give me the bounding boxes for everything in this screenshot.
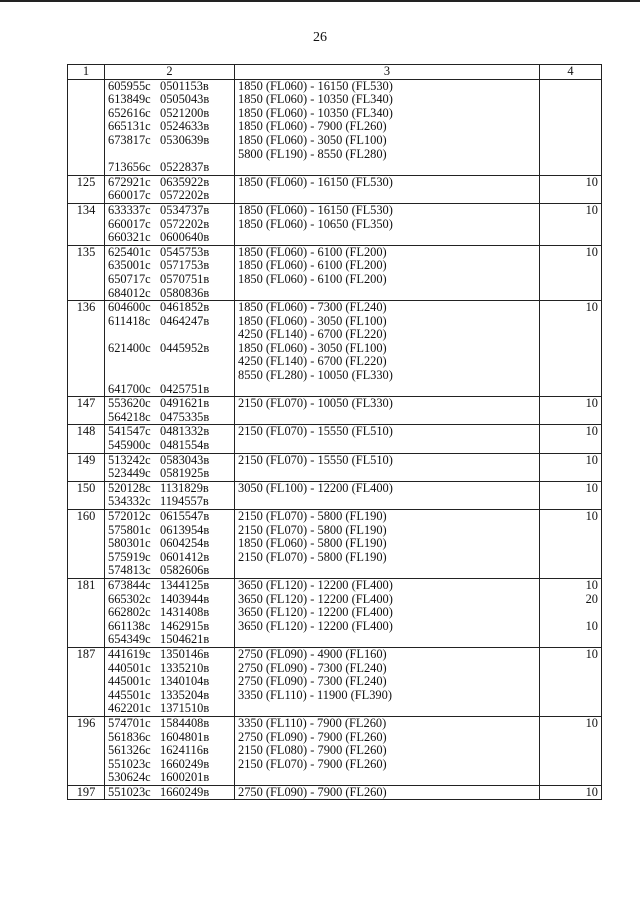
code-list — [105, 425, 235, 453]
row-number: 150 — [68, 481, 105, 509]
code-list — [105, 397, 235, 425]
code-line — [108, 620, 231, 634]
altitude-range: 3350 (FL110) - 11900 (FL390) — [238, 687, 392, 702]
code-line — [108, 537, 231, 551]
code-c: 445001c — [108, 674, 151, 689]
code-v: 0481332в — [160, 424, 210, 439]
value-list — [540, 647, 602, 716]
code-c: 673817c — [108, 132, 151, 147]
row-number: 149 — [68, 453, 105, 481]
code-line — [108, 161, 231, 175]
altitude-range: 1850 (FL060) - 6100 (FL200) — [238, 245, 387, 259]
code-c: 551023c — [108, 756, 151, 771]
value-list — [540, 397, 602, 425]
row-number — [68, 79, 105, 175]
table-row — [68, 578, 602, 647]
code-v: 0572202в — [160, 188, 210, 203]
code-line — [108, 564, 231, 578]
value: 10 — [585, 481, 598, 495]
altitude-range: 2150 (FL070) - 7900 (FL260) — [238, 756, 387, 771]
table-row — [68, 785, 602, 800]
code-line — [108, 551, 231, 565]
code-c: 604600c — [108, 300, 151, 315]
code-line — [108, 606, 231, 620]
top-rule — [0, 0, 640, 2]
code-c: 440501c — [108, 660, 151, 675]
code-c: 564218c — [108, 409, 151, 424]
code-v: 0481554в — [160, 438, 210, 453]
altitude-range-list — [235, 510, 540, 579]
code-line — [108, 717, 231, 731]
code-line — [108, 495, 231, 509]
code-v: 1403944в — [160, 591, 210, 606]
altitude-range: 1850 (FL060) - 10650 (FL350) — [238, 216, 393, 231]
value: 10 — [585, 578, 598, 592]
code-list — [105, 647, 235, 716]
value-list — [540, 175, 602, 203]
code-line — [108, 662, 231, 676]
code-c: 661138c — [108, 618, 151, 633]
code-c: 572012c — [108, 509, 151, 523]
code-v: 1335204в — [160, 687, 210, 702]
code-v: 1462915в — [160, 618, 210, 633]
value: 10 — [585, 424, 598, 439]
altitude-range-list — [235, 175, 540, 203]
code-list — [105, 301, 235, 397]
table-row — [68, 510, 602, 579]
altitude-range: 4250 (FL140) - 6700 (FL220) — [238, 354, 387, 369]
altitude-range: 2150 (FL070) - 5800 (FL190) — [238, 522, 387, 537]
value: 10 — [585, 453, 598, 467]
code-v: 1584408в — [160, 716, 210, 730]
code-line — [108, 189, 231, 203]
code-c: 713656c — [108, 160, 151, 175]
code-c: 605955c — [108, 79, 151, 93]
altitude-range: 3050 (FL100) - 12200 (FL400) — [238, 481, 393, 495]
altitude-range-list — [235, 716, 540, 785]
code-c: 575801c — [108, 522, 151, 537]
code-v: 0601412в — [160, 549, 210, 564]
altitude-range: 2150 (FL070) - 15550 (FL510) — [238, 453, 393, 467]
altitude-range: 3650 (FL120) - 12200 (FL400) — [238, 618, 393, 633]
code-v: 0501153в — [160, 79, 209, 93]
table-row — [68, 245, 602, 300]
code-c: 684012c — [108, 285, 151, 300]
value: 10 — [585, 509, 598, 523]
altitude-range: 3350 (FL110) - 7900 (FL260) — [238, 716, 387, 730]
code-v: 0615547в — [160, 509, 210, 523]
row-number: 148 — [68, 425, 105, 453]
altitude-range-list — [235, 647, 540, 716]
value: 10 — [585, 203, 598, 217]
code-line — [108, 355, 231, 369]
code-c: 551023c — [108, 785, 151, 799]
code-c: 662802c — [108, 605, 151, 620]
altitude-range: 3650 (FL120) - 12200 (FL400) — [238, 605, 393, 620]
table-row — [68, 425, 602, 453]
code-v: 1604801в — [160, 729, 210, 744]
code-line — [108, 758, 231, 772]
code-line — [108, 218, 231, 232]
code-line — [108, 134, 231, 148]
table-row — [68, 453, 602, 481]
column-header-1: 1 — [68, 65, 105, 80]
code-c: 520128c — [108, 481, 151, 495]
code-v: 0613954в — [160, 522, 210, 537]
code-v: 1660249в — [160, 785, 210, 799]
column-header-2: 2 — [105, 65, 235, 80]
code-line — [108, 744, 231, 758]
code-line — [108, 411, 231, 425]
value: 20 — [585, 591, 598, 606]
code-v: 1340104в — [160, 674, 210, 689]
code-c: 625401c — [108, 245, 151, 259]
code-line — [108, 176, 231, 190]
code-c: 530624c — [108, 770, 151, 785]
code-v: 1600201в — [160, 770, 210, 785]
code-v: 0582606в — [160, 563, 210, 578]
code-v: 0464247в — [160, 313, 210, 328]
code-line — [108, 328, 231, 342]
row-number: 147 — [68, 397, 105, 425]
row-number: 134 — [68, 203, 105, 245]
value-list — [540, 425, 602, 453]
code-line — [108, 524, 231, 538]
code-list — [105, 716, 235, 785]
code-v: 0461852в — [160, 300, 210, 315]
code-list — [105, 203, 235, 245]
table-row — [68, 397, 602, 425]
code-c: 611418c — [108, 313, 151, 328]
altitude-range-list — [235, 245, 540, 300]
code-line — [108, 467, 231, 481]
code-v: 0521200в — [160, 105, 210, 120]
column-header-4: 4 — [540, 65, 602, 80]
code-line — [108, 259, 231, 273]
code-c: 553620c — [108, 396, 151, 411]
altitude-range: 2150 (FL070) - 5800 (FL190) — [238, 509, 387, 523]
code-c: 574813c — [108, 563, 151, 578]
code-c: 673844c — [108, 578, 151, 592]
code-c: 652616c — [108, 105, 151, 120]
code-v: 0600640в — [160, 230, 210, 245]
value — [543, 606, 598, 620]
code-v: 0524633в — [160, 119, 210, 134]
code-line — [108, 107, 231, 121]
code-c: 445501c — [108, 687, 151, 702]
code-v: 0571753в — [160, 258, 210, 273]
value-list — [540, 716, 602, 785]
code-v: 1335210в — [160, 660, 210, 675]
table-row — [68, 716, 602, 785]
code-line — [108, 397, 231, 411]
code-v: 1371510в — [160, 701, 210, 716]
table-row — [68, 203, 602, 245]
altitude-range: 1850 (FL060) - 16150 (FL530) — [238, 203, 393, 217]
code-c: 665302c — [108, 591, 151, 606]
code-v: 1504621в — [160, 632, 210, 647]
code-v: 0580836в — [160, 285, 210, 300]
value: 10 — [585, 175, 598, 189]
code-line — [108, 287, 231, 301]
code-c: 513242c — [108, 453, 151, 467]
code-c: 575919c — [108, 549, 151, 564]
code-list — [105, 79, 235, 175]
code-line — [108, 369, 231, 383]
code-line — [108, 425, 231, 439]
code-list — [105, 453, 235, 481]
code-line — [108, 731, 231, 745]
code-line — [108, 689, 231, 703]
code-c: 665131c — [108, 119, 151, 134]
code-list — [105, 175, 235, 203]
code-v: 1344125в — [160, 578, 210, 592]
value-list — [540, 510, 602, 579]
row-number: 135 — [68, 245, 105, 300]
code-c: 534332c — [108, 494, 151, 509]
table-row — [68, 647, 602, 716]
value-list — [540, 203, 602, 245]
altitude-range-list — [235, 453, 540, 481]
code-c: 561836c — [108, 729, 151, 744]
value-list — [540, 245, 602, 300]
code-v: 0572202в — [160, 216, 210, 231]
value-list — [540, 481, 602, 509]
altitude-range: 2750 (FL090) - 7900 (FL260) — [238, 785, 387, 799]
value-list — [540, 453, 602, 481]
altitude-range: 4250 (FL140) - 6700 (FL220) — [238, 327, 387, 342]
code-v: 0445952в — [160, 340, 210, 355]
value-list — [540, 785, 602, 800]
altitude-range-list — [235, 578, 540, 647]
code-line — [108, 454, 231, 468]
altitude-range-list — [235, 785, 540, 800]
page-number: 26 — [313, 30, 327, 45]
code-v: 1194557в — [160, 494, 209, 509]
row-number: 187 — [68, 647, 105, 716]
altitude-range: 2150 (FL080) - 7900 (FL260) — [238, 743, 387, 758]
code-line — [108, 786, 231, 800]
code-v: 0505043в — [160, 92, 210, 107]
table-header-row — [68, 65, 602, 80]
code-line — [108, 579, 231, 593]
altitude-range-list — [235, 481, 540, 509]
code-line — [108, 342, 231, 356]
value: 10 — [585, 300, 598, 315]
table-row — [68, 79, 602, 175]
code-line — [108, 80, 231, 94]
altitude-range: 5800 (FL190) - 8550 (FL280) — [238, 146, 387, 161]
code-v: 0522837в — [160, 160, 210, 175]
altitude-range-list — [235, 203, 540, 245]
code-v: 0475335в — [160, 409, 210, 424]
code-line — [108, 771, 231, 785]
code-c: 633337c — [108, 203, 151, 217]
value-list — [540, 79, 602, 175]
code-c: 462201c — [108, 701, 151, 716]
code-line — [108, 246, 231, 260]
value: 10 — [585, 647, 598, 661]
altitude-range: 1850 (FL060) - 7300 (FL240) — [238, 300, 387, 315]
code-c: 580301c — [108, 536, 151, 551]
altitude-range: 2750 (FL090) - 7900 (FL260) — [238, 729, 387, 744]
code-line — [108, 231, 231, 245]
row-number: 160 — [68, 510, 105, 579]
code-c: 660017c — [108, 188, 151, 203]
altitude-range: 1850 (FL060) - 16150 (FL530) — [238, 79, 393, 93]
row-number: 196 — [68, 716, 105, 785]
code-c: 621400c — [108, 340, 151, 355]
code-v: 0604254в — [160, 536, 210, 551]
code-line — [108, 702, 231, 716]
code-v: 0581925в — [160, 466, 210, 481]
table-row — [68, 301, 602, 397]
code-c: 541547c — [108, 424, 151, 439]
row-number: 136 — [68, 301, 105, 397]
code-line — [108, 301, 231, 315]
code-c: 650717c — [108, 271, 151, 286]
code-c: 654349c — [108, 632, 151, 647]
document-table — [67, 64, 602, 800]
altitude-range: 1850 (FL060) - 10350 (FL340) — [238, 92, 393, 107]
altitude-range: 2150 (FL070) - 5800 (FL190) — [238, 549, 387, 564]
value: 10 — [585, 245, 598, 259]
value-list — [540, 578, 602, 647]
altitude-range: 1850 (FL060) - 3050 (FL100) — [238, 340, 387, 355]
code-list — [105, 245, 235, 300]
altitude-range: 3650 (FL120) - 12200 (FL400) — [238, 591, 393, 606]
row-number: 125 — [68, 175, 105, 203]
altitude-range-list — [235, 425, 540, 453]
code-line — [108, 383, 231, 397]
altitude-range-list — [235, 397, 540, 425]
altitude-range: 2750 (FL090) - 7300 (FL240) — [238, 660, 387, 675]
row-number: 181 — [68, 578, 105, 647]
code-line — [108, 273, 231, 287]
code-line — [108, 120, 231, 134]
code-v: 0545753в — [160, 245, 210, 259]
altitude-range: 1850 (FL060) - 5800 (FL190) — [238, 536, 387, 551]
code-v: 0530639в — [160, 132, 210, 147]
column-header-3: 3 — [235, 65, 540, 80]
value: 10 — [585, 618, 598, 633]
altitude-range: 1850 (FL060) - 3050 (FL100) — [238, 313, 387, 328]
value: 10 — [585, 716, 598, 730]
code-c: 641700c — [108, 381, 151, 396]
code-v: 1131829в — [160, 481, 209, 495]
code-c: 523449c — [108, 466, 151, 481]
code-c: 561326c — [108, 743, 151, 758]
altitude-range: 2150 (FL070) - 10050 (FL330) — [238, 396, 393, 411]
code-line — [108, 439, 231, 453]
code-list — [105, 785, 235, 800]
code-c: 613849c — [108, 92, 151, 107]
code-line — [108, 204, 231, 218]
value: 10 — [585, 396, 598, 411]
code-c: 660321c — [108, 230, 151, 245]
code-line — [108, 482, 231, 496]
code-v: 0570751в — [160, 271, 210, 286]
code-c: 660017c — [108, 216, 151, 231]
code-v: 1350146в — [160, 647, 210, 661]
table-row — [68, 481, 602, 509]
altitude-range: 3650 (FL120) - 12200 (FL400) — [238, 578, 393, 592]
altitude-range: 1850 (FL060) - 6100 (FL200) — [238, 258, 387, 273]
code-list — [105, 510, 235, 579]
table-row — [68, 175, 602, 203]
code-line — [108, 633, 231, 647]
code-line — [108, 648, 231, 662]
altitude-range: 2750 (FL090) - 4900 (FL160) — [238, 647, 387, 661]
code-v: 1624116в — [160, 743, 209, 758]
code-list — [105, 481, 235, 509]
value: 10 — [585, 785, 598, 799]
code-v: 0491621в — [160, 396, 210, 411]
altitude-range: 1850 (FL060) - 7900 (FL260) — [238, 119, 387, 134]
altitude-range: 1850 (FL060) - 10350 (FL340) — [238, 105, 393, 120]
altitude-range: 2150 (FL070) - 15550 (FL510) — [238, 424, 393, 439]
code-c: 574701c — [108, 716, 151, 730]
code-c: 545900c — [108, 438, 151, 453]
value-list — [540, 301, 602, 397]
altitude-range: 2750 (FL090) - 7300 (FL240) — [238, 674, 387, 689]
code-v: 0635922в — [160, 175, 210, 189]
altitude-range: 1850 (FL060) - 3050 (FL100) — [238, 132, 387, 147]
code-line — [108, 510, 231, 524]
code-line — [108, 675, 231, 689]
altitude-range: 1850 (FL060) - 16150 (FL530) — [238, 175, 393, 189]
code-v: 1431408в — [160, 605, 210, 620]
row-number: 197 — [68, 785, 105, 800]
code-line — [108, 148, 231, 162]
altitude-range-list — [235, 79, 540, 175]
code-c: 441619c — [108, 647, 151, 661]
table-body — [68, 65, 602, 800]
code-c: 672921c — [108, 175, 151, 189]
altitude-range: 8550 (FL280) - 10050 (FL330) — [238, 368, 393, 383]
code-v: 0534737в — [160, 203, 210, 217]
code-v: 0583043в — [160, 453, 210, 467]
code-v: 1660249в — [160, 756, 210, 771]
code-v: 0425751в — [160, 381, 210, 396]
code-line — [108, 315, 231, 329]
code-line — [108, 93, 231, 107]
altitude-range: 1850 (FL060) - 6100 (FL200) — [238, 271, 387, 286]
altitude-range-list — [235, 301, 540, 397]
code-c: 635001c — [108, 258, 151, 273]
code-line — [108, 593, 231, 607]
code-list — [105, 578, 235, 647]
